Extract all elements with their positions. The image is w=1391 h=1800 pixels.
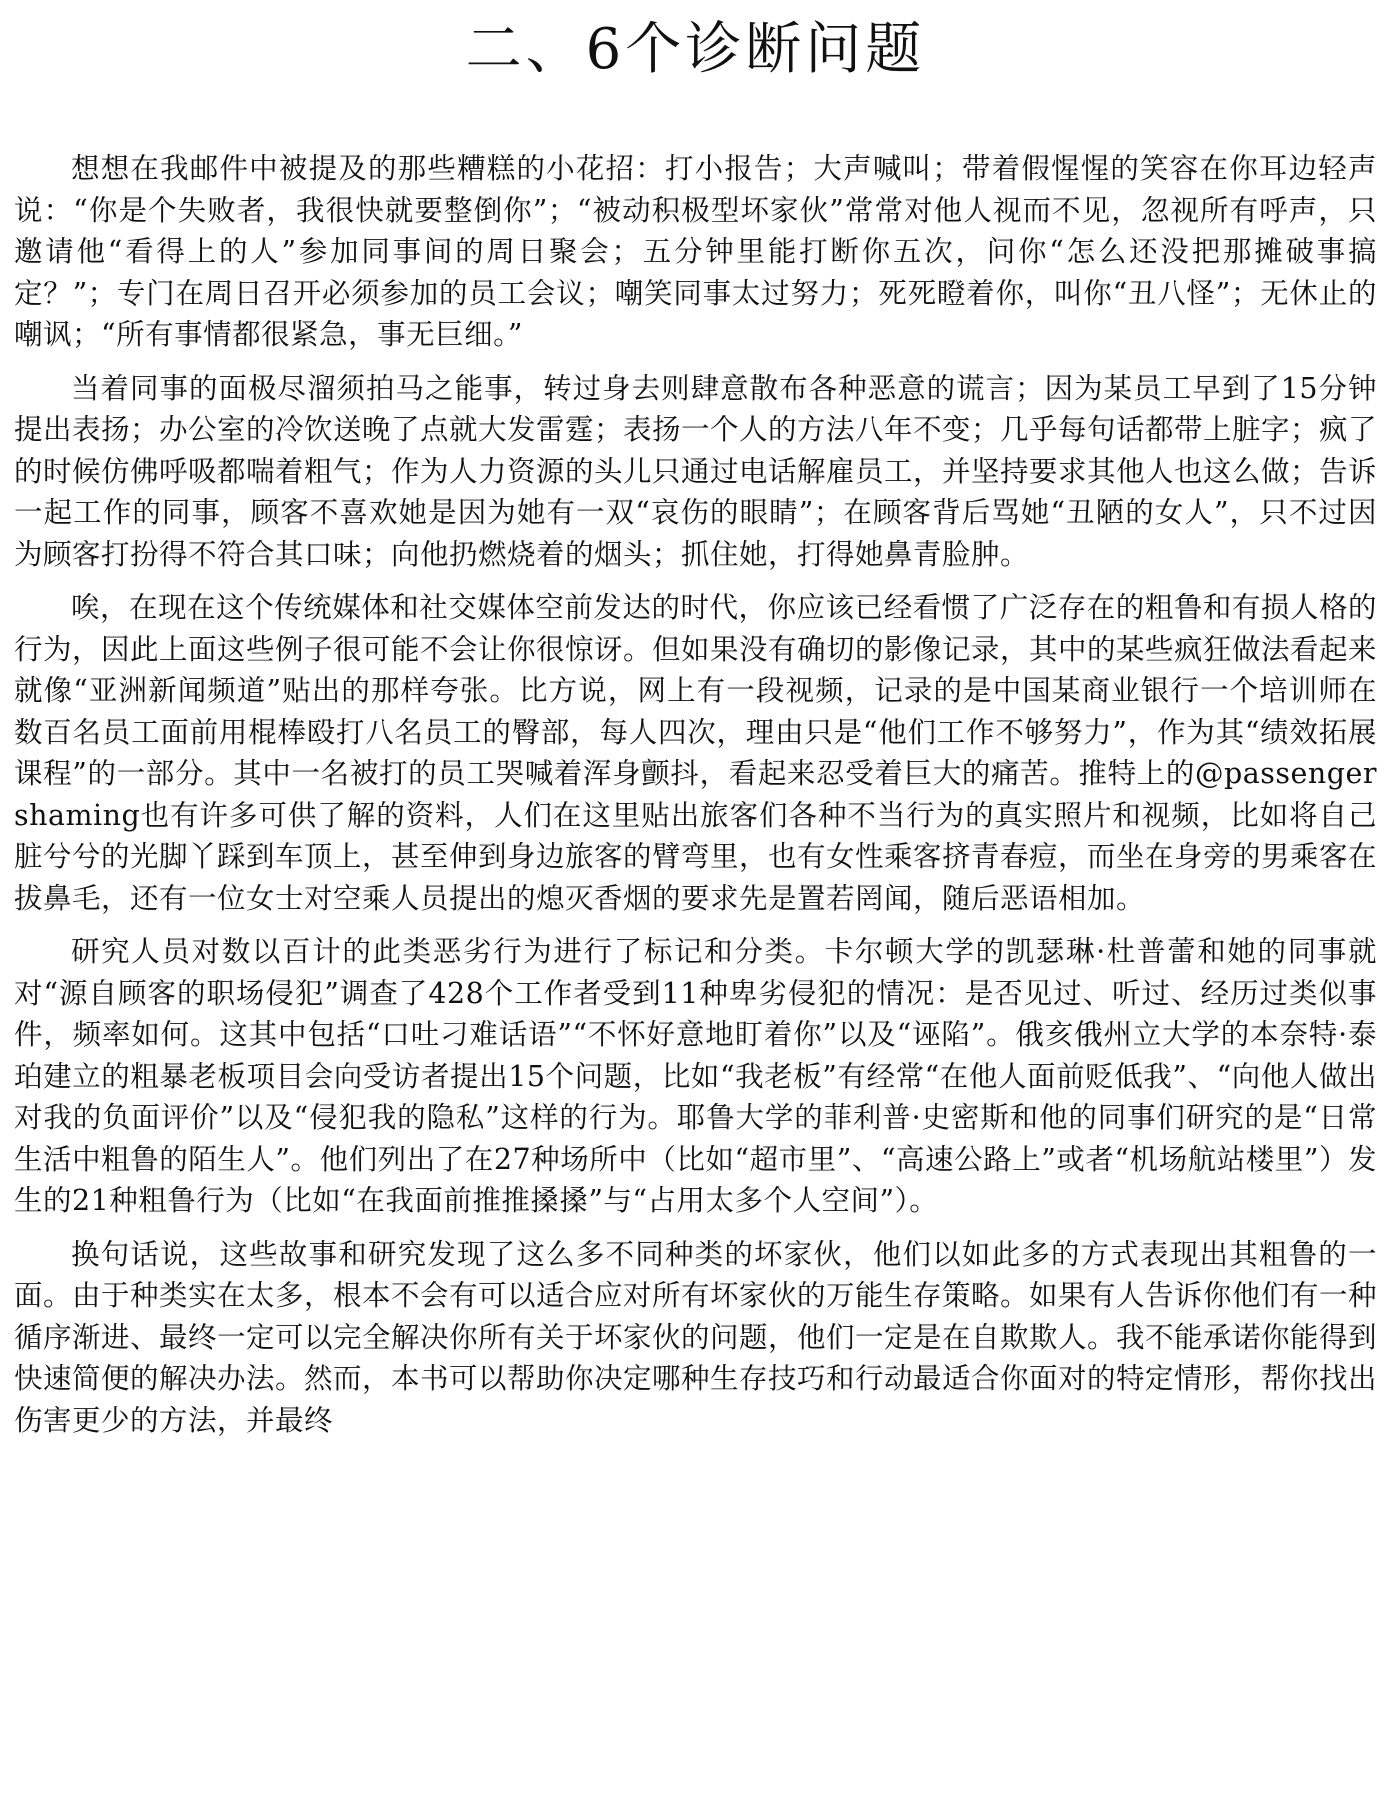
paragraph-3: 唉，在现在这个传统媒体和社交媒体空前发达的时代，你应该已经看惯了广泛存在的粗鲁和有损人格的行为，因此上面这些例子很可能不会让你很惊讶。但如果没有确切的影像记录，其中的某些疯狂做法看起来就像“亚洲新闻频道”贴出的那样夸张。比方说，网上有一段视频，记录的是中国某商业银行一个培训师在数百名员工面前用棍棒殴打八名员工的臀部，每人四次，理由只是“他们工作不够努力”，作为其“绩效拓展课程”的一部分。其中一名被打的员工哭喊着浑身颤抖，看起来忍受着巨大的痛苦。推特上的@passengershaming也有许多可供了解的资料，人们在这里贴出旅客们各种不当行为的真实照片和视频，比如将自己脏兮兮的光脚丫踩到车顶上，甚至伸到身边旅客的臂弯里，也有女性乘客挤青春痘，而坐在身旁的男乘客在拔鼻毛，还有一位女士对空乘人员提出的熄灭香烟的要求先是置若罔闻，随后恶语相加。 [14,591,1378,915]
paragraph-5: 换句话说，这些故事和研究发现了这么多不同种类的坏家伙，他们以如此多的方式表现出其粗鲁的一面。由于种类实在太多，根本不会有可以适合应对所有坏家伙的万能生存策略。如果有人告诉你他们有一种循序渐进、最终一定可以完全解决你所有关于坏家伙的问题，他们一定是在自欺欺人。我不能承诺你能得到快速简便的解决办法。然而，本书可以帮助你决定哪种生存技巧和行动最适合你面对的特定情形，帮你找出伤害更少的方法，并最终 [14,1237,1378,1437]
body-text [14,148,1377,1441]
paragraph-4: 研究人员对数以百计的此类恶劣行为进行了标记和分类。卡尔顿大学的凯瑟琳·杜普蕾和她的同事就对“源自顾客的职场侵犯”调查了428个工作者受到11种卑劣侵犯的情况：是否见过、听过、经历过类似事件，频率如何。这其中包括“口吐刁难话语”“不怀好意地盯着你”以及“诬陷”。俄亥俄州立大学的本奈特·泰珀建立的粗暴老板项目会向受访者提出15个问题，比如“我老板”有经常“在他人面前贬低我”、“向他人做出对我的负面评价”以及“侵犯我的隐私”这样的行为。耶鲁大学的菲利普·史密斯和他的同事们研究的是“日常生活中粗鲁的陌生人”。他们列出了在27种场所中（比如“超市里”、“高速公路上”或者“机场航站楼里”）发生的21种粗鲁行为（比如“在我面前推推搡搡”与“占用太多个人空间”）。 [14,935,1378,1217]
paragraph-2: 当着同事的面极尽溜须拍马之能事，转过身去则肆意散布各种恶意的谎言；因为某员工早到了15分钟提出表扬；办公室的冷饮送晚了点就大发雷霆；表扬一个人的方法八年不变；几乎每句话都带上脏字；疯了的时候仿佛呼吸都喘着粗气；作为人力资源的头儿只通过电话解雇员工，并坚持要求其他人也这么做；告诉一起工作的同事，顾客不喜欢她是因为她有一双“哀伤的眼睛”；在顾客背后骂她“丑陋的女人”，只不过因为顾客打扮得不符合其口味；向他扔燃烧着的烟头；抓住她，打得她鼻青脸肿。 [14,371,1378,571]
page-title: 二、6个诊断问题 [465,17,926,82]
paragraph-1: 想想在我邮件中被提及的那些糟糕的小花招：打小报告；大声喊叫；带着假惺惺的笑容在你耳边轻声说：“你是个失败者，我很快就要整倒你”；“被动积极型坏家伙”常常对他人视而不见，忽视所有呼声，只邀请他“看得上的人”参加同事间的周日聚会；五分钟里能打断你五次，问你“怎么还没把那摊破事搞定？”；专门在周日召开必须参加的员工会议；嘲笑同事太过努力；死死瞪着你，叫你“丑八怪”；无休止的嘲讽；“所有事情都很紧急，事无巨细。” [14,152,1377,351]
